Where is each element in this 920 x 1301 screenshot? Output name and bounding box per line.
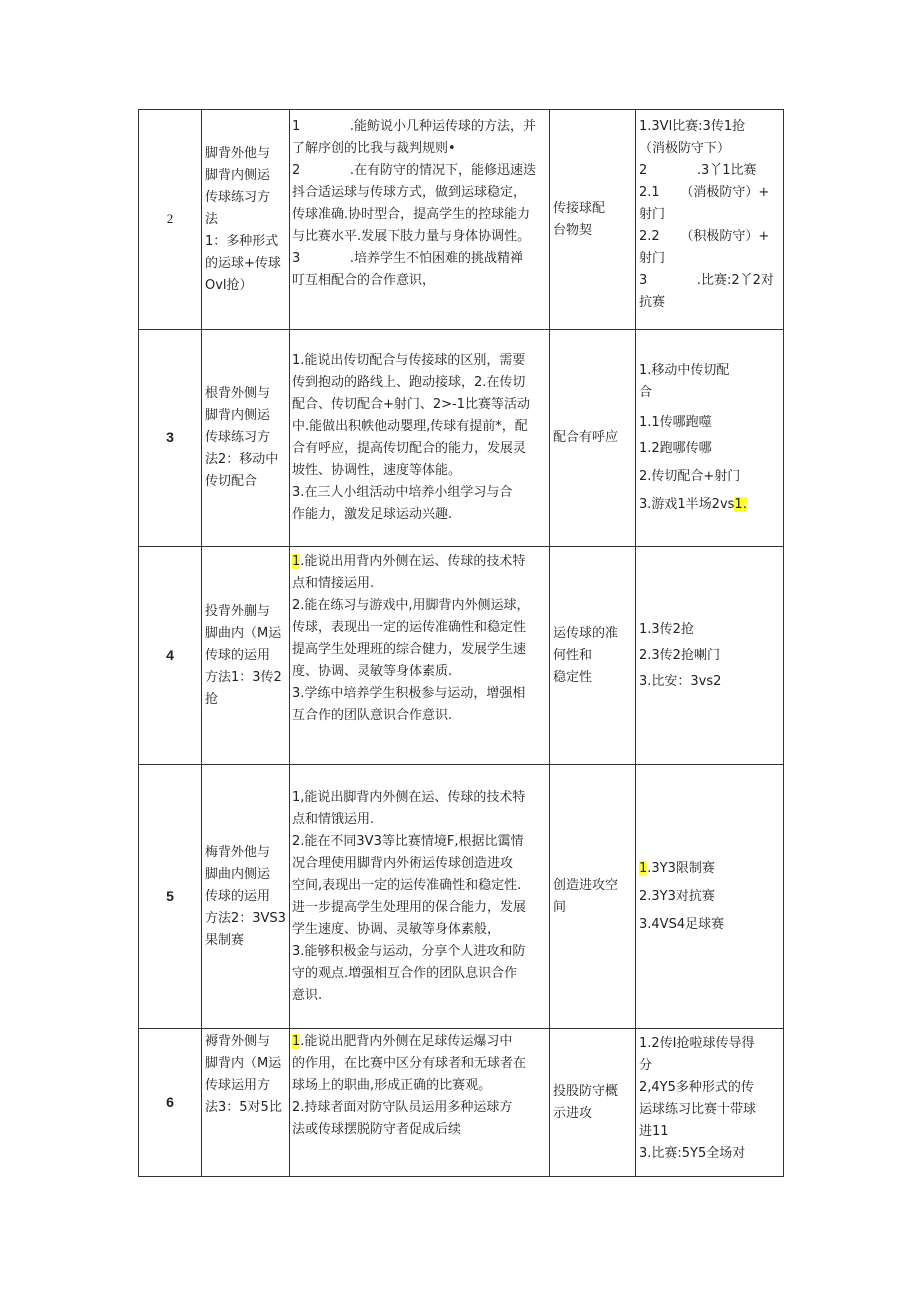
goal-line: 1,能说出脚背内外侧在运、传球的技术特 xyxy=(292,789,526,805)
topic-line: 法2：移动中 xyxy=(205,452,279,467)
drill-line: 3.游戏1半场2vs1. xyxy=(639,497,747,512)
key-line: 配合有呼应 xyxy=(553,430,619,445)
topic-line: 传球的运用 xyxy=(205,888,271,904)
drill-line: 运球练习比赛十带球 xyxy=(639,1102,757,1117)
goal-line: 2.能在不同3V3等比赛情境F,根据比霭情 xyxy=(292,833,524,849)
key-point-cell xyxy=(550,765,636,1029)
goal-line: 3.能够积极金与运动，分享个人进攻和防 xyxy=(292,943,526,959)
key-line: 间 xyxy=(553,899,567,915)
lesson-number-cell xyxy=(139,765,202,1029)
goal-line: 守的观点.増强相互合作的团队息识合作 xyxy=(292,965,518,981)
drill-line: 进11 xyxy=(639,1124,669,1139)
key-line: 投股防守概 xyxy=(553,1083,619,1099)
goals-cell xyxy=(290,547,550,765)
table-row xyxy=(139,1029,784,1177)
topic-cell xyxy=(202,765,290,1029)
topic-line: 果制赛 xyxy=(205,932,245,948)
topic-line: 传球的运用 xyxy=(205,647,271,663)
drill-line: 合 xyxy=(639,385,653,400)
goal-line: 合有呼应，提高传切配合的能力，发展灵 xyxy=(292,441,527,456)
goal-line: 传球，表现出一定的运传准确性和稳定性 xyxy=(292,620,527,635)
drill-line: 1.2传I抢啦球传导得 xyxy=(639,1036,755,1051)
lesson-number: 2 xyxy=(166,211,174,226)
lesson-number: 3 xyxy=(166,429,174,445)
table-row xyxy=(139,110,784,330)
key-point-cell xyxy=(550,110,636,330)
goal-line: 2 .在有防守的情况下，能修迅速迭 xyxy=(292,163,536,178)
goal-line: 球场上的职曲,形成正确的比赛观。 xyxy=(292,1078,492,1093)
goals-cell xyxy=(290,330,550,547)
lesson-number-cell xyxy=(139,330,202,547)
key-line: 创造进攻空 xyxy=(553,877,619,893)
goals-cell xyxy=(290,110,550,330)
goals-cell xyxy=(290,765,550,1029)
goal-line: 互合作的团队意识合作意识. xyxy=(292,708,453,723)
topic-line: 脚背内侧运 xyxy=(205,408,271,423)
goals-cell xyxy=(290,1029,550,1177)
drills-cell xyxy=(636,547,784,765)
topic-line: 方法2：3VS3 xyxy=(205,910,286,926)
drill-line: 射门 xyxy=(639,207,666,222)
key-line: 何性和 xyxy=(553,647,593,663)
goal-line: 配合、传切配合+射门、2>-1比赛等活动 xyxy=(292,397,531,412)
topic-line: 脚背内侧运 xyxy=(205,167,271,183)
key-line: 稳定性 xyxy=(553,669,593,685)
drill-line: 1.3Vl比赛:3传1抢 xyxy=(639,119,746,134)
drill-line: 1.3传2抢 xyxy=(639,621,694,637)
drill-line: 分 xyxy=(639,1058,653,1073)
topic-line: 传球运用方 xyxy=(205,1078,271,1093)
goal-line: 况合理使用脚背内外術运传球创造进攻 xyxy=(292,855,514,871)
drill-line: 2,4Y5多种形式的传 xyxy=(639,1080,754,1095)
goal-line: 意识. xyxy=(292,987,323,1003)
goal-line: 3.学练中培养学生积极参与运动，增强相 xyxy=(292,686,526,701)
drill-line: 1.3Y3限制赛 xyxy=(639,860,715,876)
lesson-number: 4 xyxy=(166,646,174,663)
topic-line: 脚背内（M运 xyxy=(205,1056,282,1071)
goal-line: 与比赛水平.发展下肢力量与身体协调性。 xyxy=(292,229,531,244)
table-row xyxy=(139,330,784,547)
topic-line: 传球练习方 xyxy=(205,189,271,205)
topic-cell xyxy=(202,330,290,547)
goal-line: 提高学生处理班的综合健力，发展学生速 xyxy=(292,642,527,657)
topic-line: 根背外侧与 xyxy=(205,386,271,401)
goal-line: 中.能做出积帙他动嬰理,传球有提前*，配 xyxy=(292,419,528,434)
drill-line: 3.比安：3vs2 xyxy=(639,673,722,689)
key-line: 台物契 xyxy=(553,222,593,238)
goal-line: 作能力，激发足球运动兴趣. xyxy=(292,507,453,522)
drill-line: 1.2跑哪传哪 xyxy=(639,441,712,456)
goal-line: 空间,表现出一定的运传准确性和稳定性. xyxy=(292,877,522,893)
topic-cell xyxy=(202,1029,290,1177)
goal-line: 传到抱动的路线上、跑动接球，2.在传切 xyxy=(292,375,526,390)
highlight-mark: 1. xyxy=(734,497,747,512)
goal-line: 坡性、协调性，速度等体能。 xyxy=(292,463,462,478)
goal-line: 度、协调、灵敏等身体素质. xyxy=(292,664,453,679)
lesson-number: 5 xyxy=(166,887,174,904)
goal-line: 1.能说出肥背内外侧在足球传运爆习中 xyxy=(292,1034,513,1049)
goal-line: 点和情饿运用. xyxy=(292,811,375,827)
table-row xyxy=(139,547,784,765)
topic-line: 方法1：3传2 xyxy=(205,669,282,685)
goal-line: 1.能说出用背内外侧在运、传球的技术特 xyxy=(292,554,526,569)
drill-line: 2.2 （积极防守）+ xyxy=(639,229,770,244)
goal-line: 传球准确.协时型合，提高学生的控球能力 xyxy=(292,207,531,222)
goal-line: 点和情接运用. xyxy=(292,576,375,591)
drill-line: 1.1传哪跑噬 xyxy=(639,415,712,430)
goal-line: 进一步提高学生处理用的保合能力，发展 xyxy=(292,899,527,915)
goal-line: 3.在三人小组活动中培养小组学习与合 xyxy=(292,485,513,500)
topic-line: 脚曲内（M运 xyxy=(205,625,282,641)
topic-line: 法 xyxy=(205,211,219,227)
drill-line: 2.3Y3对抗赛 xyxy=(639,888,715,904)
key-line: 传接球配 xyxy=(553,200,606,216)
drills-cell xyxy=(636,110,784,330)
drill-line: 2.3传2抢喇门 xyxy=(639,647,720,663)
topic-line: 的运球+传球 xyxy=(205,255,281,271)
goal-line: 2.能在练习与游戏中,用脚背内外侧运球， xyxy=(292,598,530,613)
goal-line: 学生速度、协调、灵敏等身体素般， xyxy=(292,921,501,937)
key-point-cell xyxy=(550,330,636,547)
table-row xyxy=(139,765,784,1029)
topic-line: 传球练习方 xyxy=(205,430,271,445)
goal-line: 法或传球摆脱防守者促成后续 xyxy=(292,1122,462,1137)
topic-line: 法3：5对5比 xyxy=(205,1100,282,1115)
highlight-mark: 1 xyxy=(292,554,301,569)
goal-line: 了解序创的比我与裁判规则• xyxy=(292,141,456,156)
drill-line: 3.比赛:5Y5全场对 xyxy=(639,1146,746,1161)
lesson-number-cell xyxy=(139,547,202,765)
goal-line: 叮互相配合的合作意识， xyxy=(292,273,436,288)
goal-line: 1.能说出传切配合与传接球的区别，需要 xyxy=(292,353,526,368)
key-line: 运传球的准 xyxy=(553,625,619,641)
key-line: 示进攻 xyxy=(553,1105,593,1121)
goal-line: 2.持球者面对防守队员运用多种运球方 xyxy=(292,1100,513,1115)
topic-line: 投背外蒯与 xyxy=(205,603,271,619)
drill-line: 1.移动中传切配 xyxy=(639,363,730,378)
drill-line: 3.4VS4足球赛 xyxy=(639,916,725,932)
key-point-cell xyxy=(550,1029,636,1177)
topic-line: 传切配合 xyxy=(205,474,258,489)
drill-line: （消极防守下） xyxy=(639,141,731,156)
drill-line: 抗赛 xyxy=(639,295,666,310)
topic-line: 抢 xyxy=(205,691,219,707)
drills-cell xyxy=(636,330,784,547)
lesson-number: 6 xyxy=(166,1093,174,1110)
drills-cell xyxy=(636,765,784,1029)
goal-line: 1 .能鲂说小几种运传球的方法，并 xyxy=(292,119,536,134)
topic-line: 梅背外他与 xyxy=(205,844,271,860)
topic-line: 脚背外他与 xyxy=(205,145,271,161)
drill-line: 3 .比赛:2丫2对 xyxy=(639,273,774,288)
drill-line: 2.传切配合+射门 xyxy=(639,469,741,484)
key-point-cell xyxy=(550,547,636,765)
topic-line: 1：多种形式 xyxy=(205,233,279,249)
topic-cell xyxy=(202,547,290,765)
drill-line: 2.1 （消极防守）+ xyxy=(639,185,770,200)
topic-cell xyxy=(202,110,290,330)
lesson-plan-table xyxy=(138,109,784,1177)
topic-line: Ovl抢） xyxy=(205,277,253,293)
topic-line: 褥背外侧与 xyxy=(205,1034,271,1049)
drills-cell xyxy=(636,1029,784,1177)
highlight-mark: 1 xyxy=(639,860,648,876)
drill-line: 射门 xyxy=(639,251,666,266)
highlight-mark: 1 xyxy=(292,1034,301,1049)
lesson-number-cell xyxy=(139,1029,202,1177)
lesson-number-cell xyxy=(139,110,202,330)
topic-line: 脚曲内侧运 xyxy=(205,866,271,882)
drill-line: 2 .3丫1比赛 xyxy=(639,163,757,178)
goal-line: 抖合适运球与传球方式，做到运球稳定， xyxy=(292,185,527,200)
goal-line: 的作用，在比赛中区分有球者和无球者在 xyxy=(292,1056,527,1071)
goal-line: 3 .培养学生不怕困难的挑战精禅 xyxy=(292,251,523,266)
